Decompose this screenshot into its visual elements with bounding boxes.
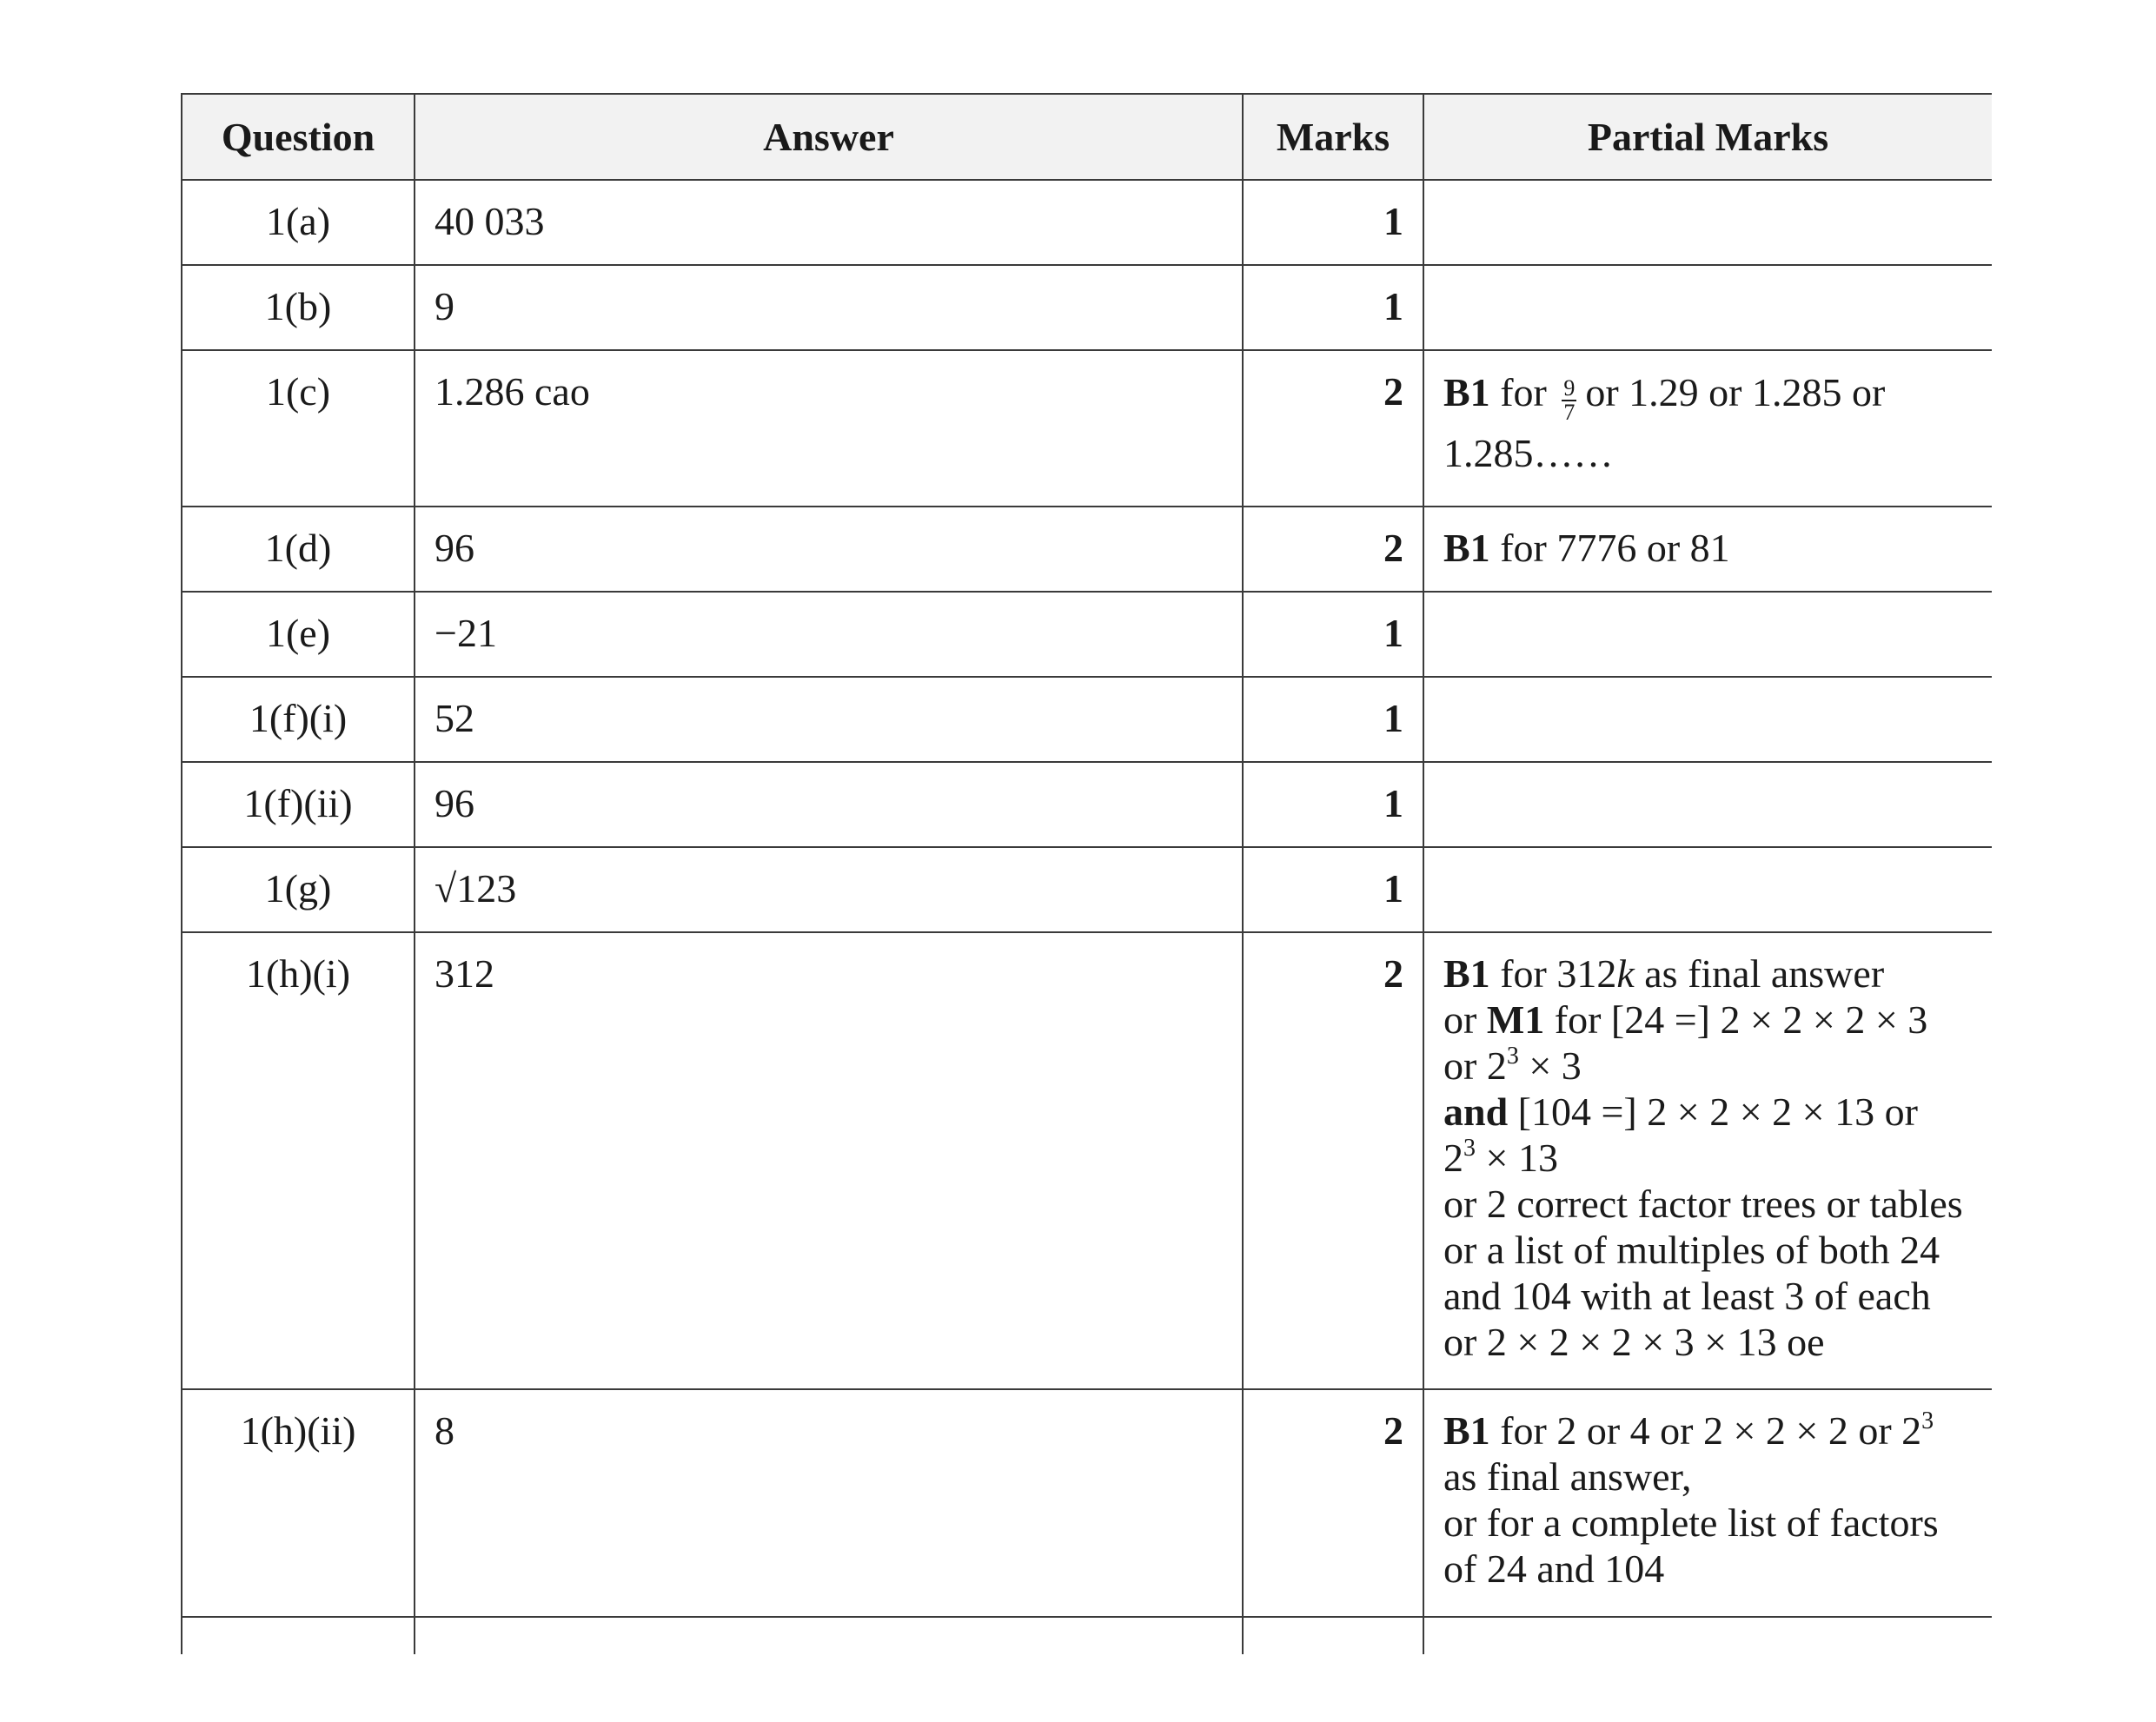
partial-marks-cell xyxy=(1423,847,1992,932)
answer-cell: 8 xyxy=(415,1389,1243,1617)
partial-marks-cell xyxy=(1423,932,1992,1389)
mark-code: B1 xyxy=(1443,526,1490,570)
answer-cell: 312 xyxy=(415,932,1243,1389)
partial-line: or a list of multiples of both 24 xyxy=(1443,1228,1940,1272)
answer-cell: 96 xyxy=(415,762,1243,847)
column-header-partial-marks: Partial Marks xyxy=(1423,94,1992,180)
marks-cell: 2 xyxy=(1243,1389,1423,1617)
partial-marks-cell xyxy=(1423,350,1992,507)
fraction-numerator: 9 xyxy=(1563,375,1576,401)
partial-line xyxy=(1443,1043,1973,1089)
answer-cell: 9 xyxy=(415,265,1243,350)
variable-k: k xyxy=(1616,951,1635,996)
table-row xyxy=(182,677,1992,762)
marks-cell: 2 xyxy=(1243,932,1423,1389)
answer-cell xyxy=(415,1617,1243,1654)
mark-code: B1 xyxy=(1443,951,1490,996)
partial-marks-cell xyxy=(1423,762,1992,847)
partial-line: or 2 correct factor trees or tables xyxy=(1443,1182,1963,1226)
partial-marks-cell xyxy=(1423,677,1992,762)
table-row-continued xyxy=(182,1617,1992,1654)
question-cell: 1(e) xyxy=(182,592,415,677)
question-cell: 1(h)(ii) xyxy=(182,1389,415,1617)
question-cell: 1(f)(ii) xyxy=(182,762,415,847)
exponent: 3 xyxy=(1463,1135,1476,1162)
question-cell: 1(c) xyxy=(182,350,415,507)
table-row xyxy=(182,762,1992,847)
partial-line: of 24 and 104 xyxy=(1443,1546,1665,1591)
partial-text: for 2 or 4 or 2 × 2 × 2 or 2 xyxy=(1500,1408,1922,1453)
table-row xyxy=(182,507,1992,592)
question-cell: 1(h)(i) xyxy=(182,932,415,1389)
marks-cell: 1 xyxy=(1243,762,1423,847)
marks-cell: 2 xyxy=(1243,507,1423,592)
partial-line: and 104 with at least 3 of each xyxy=(1443,1274,1931,1318)
partial-marks-cell xyxy=(1423,180,1992,265)
header-row xyxy=(182,94,1992,180)
partial-text: for 7776 or 81 xyxy=(1500,526,1730,570)
partial-text: [104 =] 2 × 2 × 2 × 13 or xyxy=(1517,1089,1918,1134)
mark-scheme-page xyxy=(181,93,1992,1670)
table-row xyxy=(182,1389,1992,1617)
partial-line xyxy=(1443,1407,1973,1454)
column-header-question: Question xyxy=(182,94,415,180)
partial-text: 2 xyxy=(1443,1136,1463,1180)
partial-marks-cell xyxy=(1423,592,1992,677)
marks-cell xyxy=(1243,1617,1423,1654)
partial-text: or xyxy=(1443,997,1477,1042)
partial-line xyxy=(1443,363,1973,424)
partial-marks-cell xyxy=(1423,507,1992,592)
partial-text: for 312 xyxy=(1500,951,1617,996)
partial-line xyxy=(1443,950,1973,997)
partial-text: as final answer xyxy=(1644,951,1885,996)
column-header-marks: Marks xyxy=(1243,94,1423,180)
question-cell: 1(a) xyxy=(182,180,415,265)
partial-text: or 1.29 or 1.285 or xyxy=(1585,370,1886,414)
mark-code: B1 xyxy=(1443,370,1490,414)
column-header-answer: Answer xyxy=(415,94,1243,180)
mark-code: B1 xyxy=(1443,1408,1490,1453)
marks-cell: 1 xyxy=(1243,180,1423,265)
marks-cell: 1 xyxy=(1243,847,1423,932)
question-cell xyxy=(182,1617,415,1654)
exponent: 3 xyxy=(1921,1407,1934,1434)
mark-scheme-table xyxy=(181,93,1992,1654)
partial-text: for [24 =] 2 × 2 × 2 × 3 xyxy=(1554,997,1928,1042)
table-row xyxy=(182,350,1992,507)
mark-code: M1 xyxy=(1486,997,1545,1042)
question-cell: 1(b) xyxy=(182,265,415,350)
answer-cell: −21 xyxy=(415,592,1243,677)
table-row xyxy=(182,265,1992,350)
partial-line: or for a complete list of factors xyxy=(1443,1500,1939,1545)
marks-cell: 2 xyxy=(1243,350,1423,507)
table-row xyxy=(182,592,1992,677)
table-row xyxy=(182,180,1992,265)
question-cell: 1(g) xyxy=(182,847,415,932)
partial-line: 1.285…… xyxy=(1443,431,1614,475)
partial-line: or 2 × 2 × 2 × 3 × 13 oe xyxy=(1443,1320,1825,1364)
answer-cell: 40 033 xyxy=(415,180,1243,265)
exponent: 3 xyxy=(1506,1043,1519,1070)
partial-text: for xyxy=(1500,370,1547,414)
mark-code: and xyxy=(1443,1089,1509,1134)
partial-text: × 13 xyxy=(1485,1136,1558,1180)
table-row xyxy=(182,847,1992,932)
partial-marks-cell xyxy=(1423,1617,1992,1654)
fraction xyxy=(1562,377,1576,424)
answer-cell: 1.286 cao xyxy=(415,350,1243,507)
partial-marks-cell xyxy=(1423,1389,1992,1617)
partial-line xyxy=(1443,1089,1973,1135)
marks-cell: 1 xyxy=(1243,592,1423,677)
partial-line xyxy=(1443,1135,1973,1181)
partial-text: or 2 xyxy=(1443,1043,1507,1088)
partial-text: × 3 xyxy=(1529,1043,1582,1088)
marks-cell: 1 xyxy=(1243,677,1423,762)
partial-line: as final answer, xyxy=(1443,1454,1692,1499)
answer-cell: √123 xyxy=(415,847,1243,932)
partial-line xyxy=(1443,997,1973,1043)
table-row xyxy=(182,932,1992,1389)
marks-cell: 1 xyxy=(1243,265,1423,350)
question-cell: 1(f)(i) xyxy=(182,677,415,762)
answer-cell: 96 xyxy=(415,507,1243,592)
fraction-denominator: 7 xyxy=(1563,400,1576,425)
question-cell: 1(d) xyxy=(182,507,415,592)
partial-marks-cell xyxy=(1423,265,1992,350)
answer-cell: 52 xyxy=(415,677,1243,762)
